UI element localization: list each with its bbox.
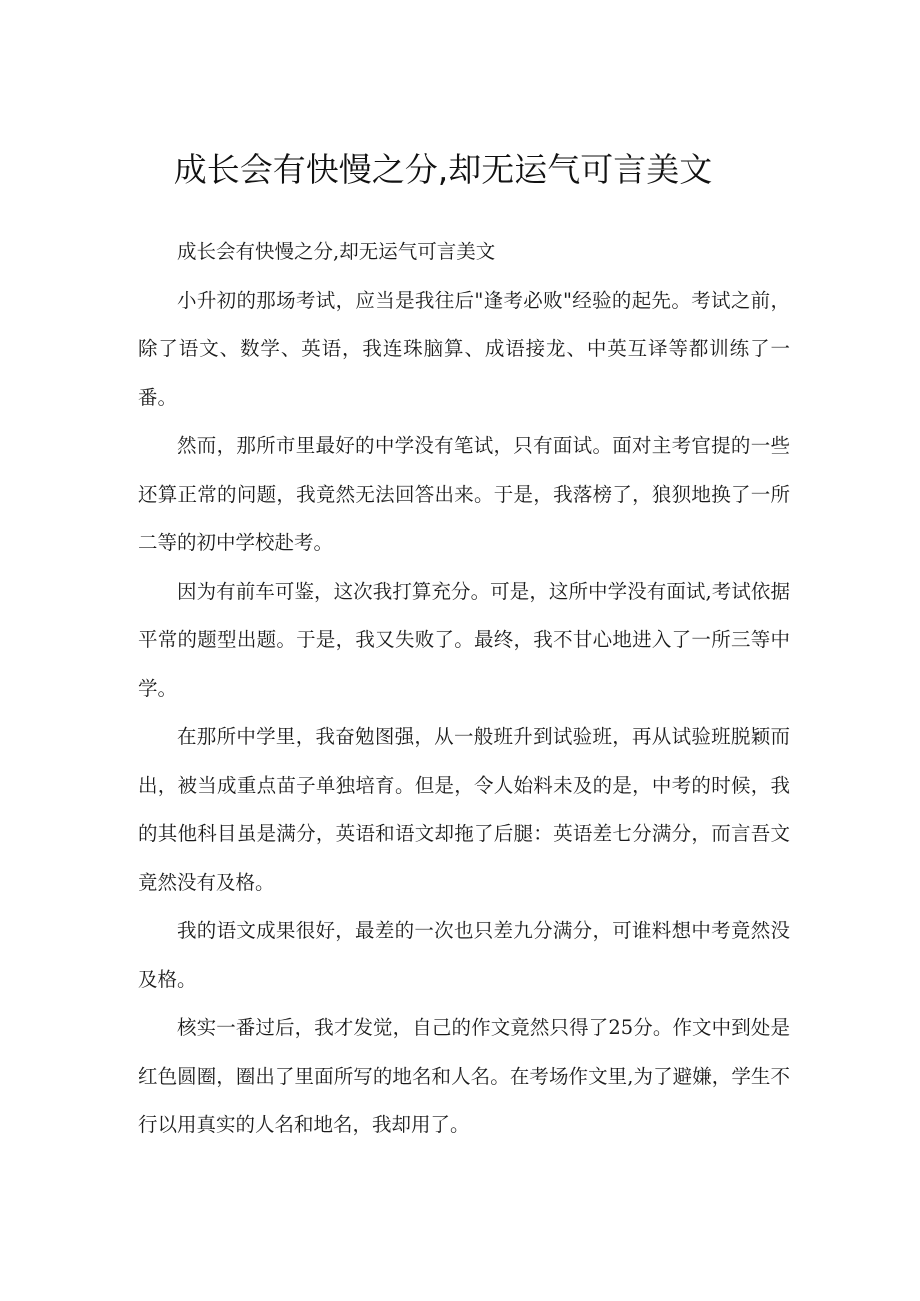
paragraph: 我的语文成果很好，最差的一次也只差九分满分，可谁料想中考竟然没及格。 — [138, 919, 790, 991]
document-body — [138, 228, 790, 1150]
paragraph: 在那所中学里，我奋勉图强，从一般班升到试验班，再从试验班脱颖而出，被当成重点苗子单独培育。但是，令人始料未及的是，中考的时候，我的其他科目虽是满分，英语和语文却拖了后腿：英语差七分满分，而言吾文竟然没有及格。 — [138, 725, 790, 894]
paragraph: 核实一番过后，我才发觉，自己的作文竟然只得了25分。作文中到处是红色圆圈，圈出了里面所写的地名和人名。在考场作文里,为了避嫌，学生不行以用真实的人名和地名，我却用了。 — [138, 1016, 790, 1136]
document-title: 成长会有快慢之分,却无运气可言美文 — [173, 150, 713, 189]
paragraph: 因为有前车可鉴，这次我打算充分。可是，这所中学没有面试,考试依据平常的题型出题。于是，我又失败了。最终，我不甘心地进入了一所三等中学。 — [138, 579, 790, 700]
paragraph: 然而，那所市里最好的中学没有笔试，只有面试。面对主考官提的一些还算正常的问题，我竟然无法回答出来。于是，我落榜了，狼狈地换了一所二等的初中学校赴考。 — [138, 434, 790, 554]
paragraph: 小升初的那场考试，应当是我往后"逢考必败"经验的起先。考试之前，除了语文、数学、英语，我连珠脑算、成语接龙、中英互译等都训练了一番。 — [138, 288, 790, 409]
paragraph: 成长会有快慢之分,却无运气可言美文 — [177, 240, 496, 263]
